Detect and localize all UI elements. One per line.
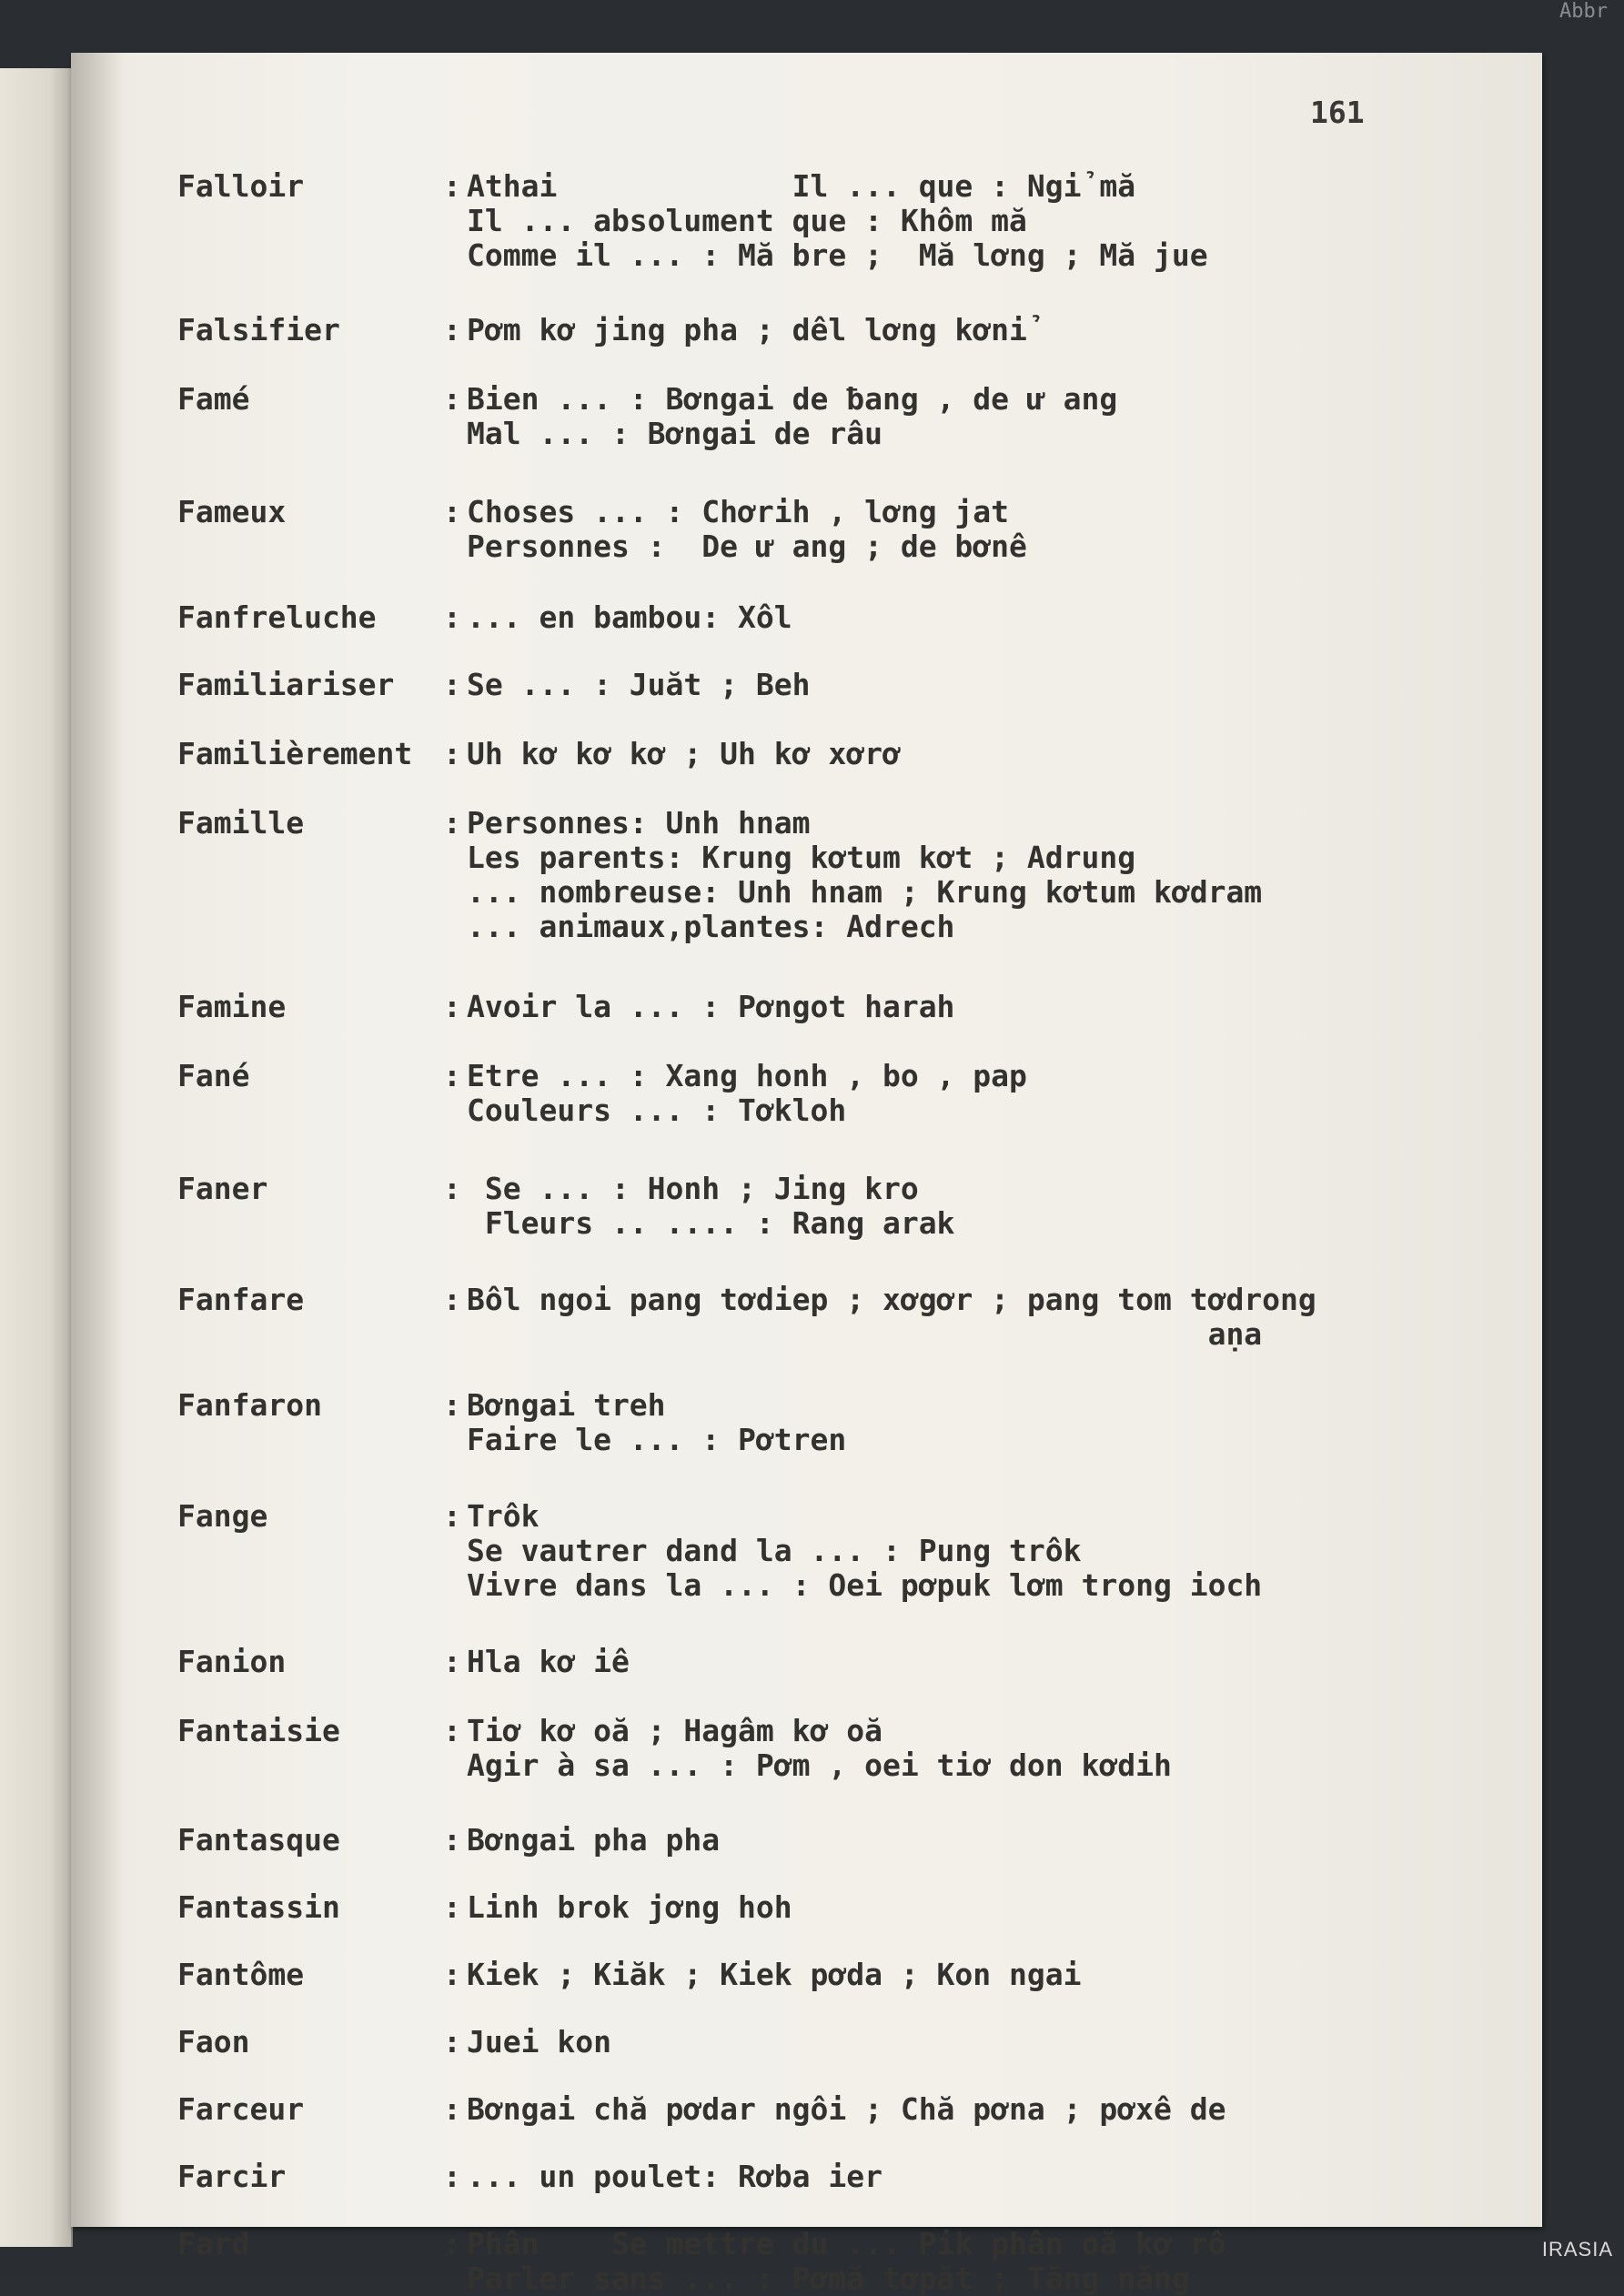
entry-definitions — [467, 2025, 1506, 2059]
entry-headword: Falsifier — [177, 312, 340, 347]
definition-line: Bôl ngoi pang tơdiep ; xơgơr ; pang tom tơdrong — [467, 1282, 1316, 1317]
dictionary-entry — [177, 169, 1506, 273]
definition-line: Se vautrer dand la ... : Pung trôk — [467, 1533, 1082, 1568]
dictionary-entry — [177, 1388, 1506, 1457]
entry-definitions — [467, 737, 1506, 771]
entry-definitions — [467, 2092, 1506, 2127]
definition-line: Bơngai chă pơdar ngôi ; Chă pơna ; pơxê de — [467, 2091, 1226, 2127]
definition-line: Agir à sa ... : Pơm , oei tiơ don kơdih — [467, 1747, 1172, 1783]
entry-definitions — [467, 1059, 1506, 1128]
definition-line: Linh brok jơng hoh — [467, 1889, 792, 1925]
entry-colon: : — [443, 2091, 461, 2127]
definition-line: ... un poulet: Rơba ier — [467, 2159, 883, 2194]
entry-headword: Fantôme — [177, 1957, 305, 1992]
dictionary-entry — [177, 737, 1506, 771]
dictionary-entry — [177, 1499, 1506, 1603]
entry-definitions — [467, 600, 1506, 635]
dictionary-entry — [177, 1890, 1506, 1925]
entry-definitions — [467, 1499, 1506, 1603]
entry-colon: : — [443, 381, 461, 417]
entry-colon: : — [443, 1171, 461, 1206]
dictionary-entry — [177, 600, 1506, 635]
spine-shadow — [71, 53, 126, 2227]
entry-colon: : — [443, 805, 461, 841]
entry-colon: : — [443, 1822, 461, 1858]
dictionary-entry — [177, 495, 1506, 564]
entry-definitions — [467, 2160, 1506, 2194]
definition-line: Se ... : Honh ; Jing kro — [467, 1171, 919, 1206]
definition-line: Bơngai treh — [467, 1387, 666, 1423]
corner-text-fragment: Abbr — [1559, 0, 1608, 23]
definition-line: Se ... : Juăt ; Beh — [467, 667, 811, 702]
entry-headword: Familiariser — [177, 667, 395, 702]
entry-definitions — [467, 990, 1506, 1024]
entry-headword: Fange — [177, 1498, 268, 1534]
definition-line: Mal ... : Bơngai de râu — [467, 416, 883, 451]
entry-headword: Fanfreluche — [177, 599, 377, 635]
dictionary-entry — [177, 806, 1506, 944]
entry-headword: Fard — [177, 2226, 250, 2261]
definition-line: Juei kon — [467, 2024, 611, 2059]
entry-headword: Fantaisie — [177, 1713, 340, 1748]
entry-colon: : — [443, 168, 461, 204]
definition-line: Fleurs .. .... : Rang arak — [467, 1205, 955, 1241]
entry-definitions — [467, 2227, 1506, 2296]
entry-definitions — [467, 1958, 1506, 1992]
entry-colon: : — [443, 667, 461, 702]
entry-definitions — [467, 1172, 1506, 1241]
dictionary-entry — [177, 1714, 1506, 1783]
dictionary-entry — [177, 2227, 1506, 2296]
dictionary-entry — [177, 668, 1506, 702]
entry-colon: : — [443, 1058, 461, 1093]
definition-line: Vivre dans la ... : Oei pơpuk lơm trong ioch — [467, 1567, 1263, 1603]
definition-line: Bien ... : Bơngai de ƀang , de ư ang — [467, 381, 1118, 417]
definition-line: Phân Se mettre du ... Pik phân oă kơ rô — [467, 2226, 1226, 2261]
entry-definitions — [467, 1645, 1506, 1679]
entry-definitions — [467, 1823, 1506, 1858]
entry-definitions — [467, 1890, 1506, 1925]
entry-headword: Fanfare — [177, 1282, 305, 1317]
entry-colon: : — [443, 599, 461, 635]
entry-colon: : — [443, 2024, 461, 2059]
definition-line: Couleurs ... : Tơkloh — [467, 1093, 847, 1128]
entry-colon: : — [443, 1282, 461, 1317]
definition-line: Bơngai pha pha — [467, 1822, 721, 1858]
entry-colon: : — [443, 1889, 461, 1925]
definition-line: Hla kơ iê — [467, 1644, 630, 1679]
entry-headword: Fantasque — [177, 1822, 340, 1858]
definition-line: ... animaux,plantes: Adrech — [467, 909, 955, 944]
entry-definitions — [467, 169, 1506, 273]
dictionary-entry — [177, 1059, 1506, 1128]
entry-colon: : — [443, 312, 461, 347]
definition-line: Trôk — [467, 1498, 540, 1534]
dictionary-entry — [177, 1645, 1506, 1679]
entry-headword: Faner — [177, 1171, 268, 1206]
page-number: 161 — [1310, 95, 1365, 130]
entry-colon: : — [443, 1387, 461, 1423]
definition-line: Il ... absolument que : Khôm mă — [467, 203, 1027, 238]
dictionary-entry — [177, 1823, 1506, 1858]
entry-headword: Farcir — [177, 2159, 287, 2194]
definition-line: ... nombreuse: Unh hnam ; Krung kơtum kơdram — [467, 874, 1263, 910]
definition-line: Comme il ... : Mă bre ; Mă lơng ; Mă jue — [467, 237, 1208, 273]
entry-colon: : — [443, 1957, 461, 1992]
entry-definitions — [467, 668, 1506, 702]
dictionary-entry — [177, 313, 1506, 347]
dictionary-entries — [177, 136, 1506, 2296]
entry-colon: : — [443, 2159, 461, 2194]
definition-line: Etre ... : Xang honh , bo , pap — [467, 1058, 1027, 1093]
definition-line: Tiơ kơ oă ; Hagâm kơ oă — [467, 1713, 883, 1748]
left-page-edge — [0, 68, 73, 2247]
definition-line: Athai Il ... que : Ngỉ mă — [467, 168, 1136, 204]
watermark: IRASIA — [1541, 2238, 1613, 2261]
definition-line: Avoir la ... : Pơngot harah — [467, 989, 955, 1024]
entry-headword: Fanion — [177, 1644, 287, 1679]
entry-definitions — [467, 1388, 1506, 1457]
entry-headword: Familièrement — [177, 736, 413, 771]
dictionary-entry — [177, 2160, 1506, 2194]
entry-headword: Fantassin — [177, 1889, 340, 1925]
dictionary-entry — [177, 2092, 1506, 2127]
entry-colon: : — [443, 1498, 461, 1534]
definition-line: Pơm kơ jing pha ; dêl lơng kơnỉ — [467, 312, 1027, 347]
entry-definitions — [467, 1714, 1506, 1783]
dictionary-entry — [177, 382, 1506, 451]
definition-line: Les parents: Krung kơtum kơt ; Adrung — [467, 840, 1136, 875]
definition-line: Personnes : De ư ang ; de bơnê — [467, 529, 1027, 564]
entry-headword: Fanfaron — [177, 1387, 322, 1423]
entry-colon: : — [443, 494, 461, 529]
entry-definitions — [467, 382, 1506, 451]
entry-headword: Fameux — [177, 494, 287, 529]
entry-definitions — [467, 1283, 1506, 1352]
definition-line: aṇa — [467, 1316, 1263, 1352]
definition-line: Parler sans ... : Pơmă tơpăt ; Tăng năng — [467, 2261, 1190, 2296]
definition-line: Faire le ... : Pơtren — [467, 1422, 847, 1457]
dictionary-entry — [177, 990, 1506, 1024]
entry-headword: Faon — [177, 2024, 250, 2059]
definition-line: Personnes: Unh hnam — [467, 805, 811, 841]
definition-line: ... en bambou: Xôl — [467, 599, 792, 635]
definition-line: Choses ... : Chơrih , lơng jat — [467, 494, 1010, 529]
dictionary-entry — [177, 2025, 1506, 2059]
entry-definitions — [467, 313, 1506, 347]
entry-colon: : — [443, 736, 461, 771]
entry-headword: Falloir — [177, 168, 305, 204]
entry-definitions — [467, 495, 1506, 564]
dictionary-entry — [177, 1958, 1506, 1992]
dictionary-entry — [177, 1172, 1506, 1241]
entry-headword: Famille — [177, 805, 305, 841]
entry-colon: : — [443, 1713, 461, 1748]
entry-definitions — [467, 806, 1506, 944]
dictionary-entry — [177, 1283, 1506, 1352]
entry-colon: : — [443, 1644, 461, 1679]
entry-headword: Famé — [177, 381, 250, 417]
entry-colon: : — [443, 989, 461, 1024]
definition-line: Uh kơ kơ kơ ; Uh kơ xơrơ — [467, 736, 901, 771]
definition-line: Kiek ; Kiăk ; Kiek pơda ; Kon ngai — [467, 1957, 1082, 1992]
entry-colon: : — [443, 2226, 461, 2261]
entry-headword: Famine — [177, 989, 287, 1024]
entry-headword: Fané — [177, 1058, 250, 1093]
entry-headword: Farceur — [177, 2091, 305, 2127]
